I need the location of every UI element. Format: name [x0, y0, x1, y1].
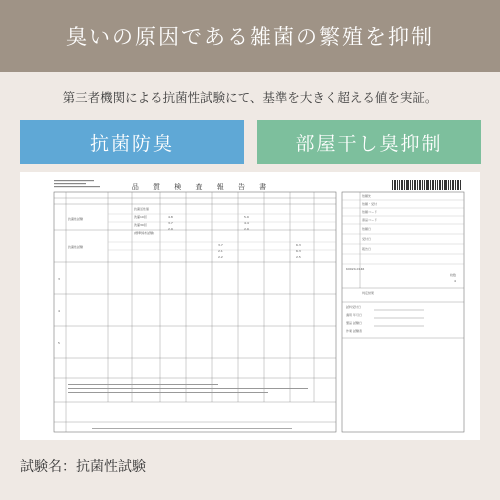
badge-antibacterial: 抗菌防臭 — [20, 120, 244, 164]
row-label-4: 4 — [58, 309, 60, 313]
barcode — [392, 180, 461, 190]
value-d-1: 6.3 — [296, 243, 301, 247]
value-b-2: 4.4 — [244, 221, 249, 225]
footer-field-2: 適用 年月日 — [346, 313, 362, 317]
row-label-3: 3 — [58, 277, 60, 281]
quality-report-document — [52, 178, 466, 436]
report-image-frame — [20, 172, 480, 440]
footer-field-3: 製品 試験日 — [346, 321, 362, 325]
value-a-1: 4.8 — [168, 215, 173, 219]
sub-label-activity: 抗菌活性値 — [134, 207, 150, 211]
side-field-2: 依頼・受付 — [362, 202, 378, 206]
side-field-7: 報告日 — [362, 247, 372, 251]
row-label-2: 抗菌性試験 — [68, 245, 84, 249]
test-name-caption: 試験名：抗菌性試験 — [20, 459, 146, 475]
page-value: 4 — [454, 279, 456, 283]
footer-field-4: 作業 試験者 — [346, 329, 362, 333]
value-c-2: 2.1 — [218, 249, 223, 253]
subtitle: 第三者機関による抗菌性試験にて、基準を大きく超える値を実証。 — [62, 90, 438, 105]
value-d-2: 6.3 — [296, 249, 301, 253]
value-b-3: 2.9 — [244, 227, 249, 231]
header-title: 臭いの原因である雑菌の繁殖を抑制 — [66, 25, 434, 49]
sub-label-wash10: 洗濯10回 — [134, 215, 147, 219]
header-banner — [0, 0, 500, 72]
side-field-5: 依頼日 — [362, 227, 372, 231]
side-field-6: 受付日 — [362, 237, 372, 241]
report-grid — [52, 178, 466, 436]
sub-label-standard: (標準綿布試験) — [134, 231, 155, 235]
report-title: 品 質 検 査 報 告 書 — [131, 183, 273, 191]
side-field-8: 判定結果 — [362, 291, 375, 295]
value-a-2: 3.7 — [168, 221, 173, 225]
value-c-1: 3.7 — [218, 243, 223, 247]
footer-field-1: 試料受付日 — [346, 305, 362, 309]
side-field-3: 依頼コード — [362, 210, 378, 214]
value-b-1: 5.9 — [244, 215, 249, 219]
badge-indoor-dry-odor: 部屋干し臭抑制 — [257, 120, 481, 164]
value-c-3: 2.2 — [218, 255, 223, 259]
report-code: K0024-0146 — [346, 267, 365, 271]
sub-label-wash30: 洗濯30回 — [134, 223, 147, 227]
row-label-1: 抗菌性試験 — [68, 217, 84, 221]
row-label-5: 5 — [58, 341, 60, 345]
side-field-4: 商品コード — [362, 218, 378, 222]
page-label: 枚数 — [450, 273, 457, 277]
value-a-3: 2.9 — [168, 227, 173, 231]
value-d-3: 2.5 — [296, 255, 301, 259]
side-field-1: 依頼先 — [362, 194, 372, 198]
